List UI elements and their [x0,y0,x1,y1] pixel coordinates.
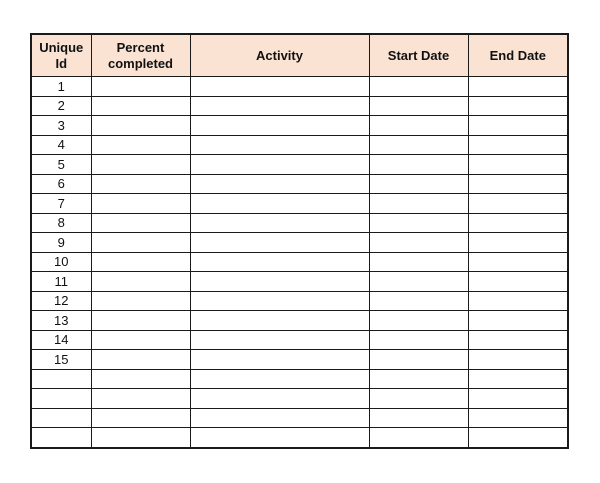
unique-id-cell[interactable] [31,369,91,389]
header-activity: Activity [190,34,369,77]
header-start-date: Start Date [369,34,468,77]
table-row [31,369,568,389]
activity-cell[interactable] [190,135,369,155]
start-date-cell[interactable] [369,389,468,409]
percent-completed-cell[interactable] [91,408,190,428]
end-date-cell[interactable] [468,272,568,292]
table-body [31,77,568,448]
activity-cell[interactable] [190,311,369,331]
activity-cell[interactable] [190,77,369,97]
table-row [31,116,568,136]
table-row [31,96,568,116]
activity-cell[interactable] [190,116,369,136]
activity-cell[interactable] [190,194,369,214]
unique-id-cell[interactable]: 3 [31,116,91,136]
start-date-cell[interactable] [369,350,468,370]
table-row [31,155,568,175]
activity-cell[interactable] [190,369,369,389]
unique-id-cell[interactable]: 1 [31,77,91,97]
percent-completed-cell[interactable] [91,350,190,370]
table-row [31,233,568,253]
unique-id-cell[interactable]: 14 [31,330,91,350]
end-date-cell[interactable] [468,155,568,175]
end-date-cell[interactable] [468,330,568,350]
end-date-cell[interactable] [468,291,568,311]
table-row [31,174,568,194]
unique-id-cell[interactable]: 13 [31,311,91,331]
start-date-cell[interactable] [369,194,468,214]
start-date-cell[interactable] [369,428,468,448]
end-date-cell[interactable] [468,77,568,97]
percent-completed-cell[interactable] [91,330,190,350]
start-date-cell[interactable] [369,155,468,175]
start-date-cell[interactable] [369,116,468,136]
table-row [31,330,568,350]
unique-id-cell[interactable] [31,428,91,448]
activity-cell[interactable] [190,408,369,428]
activity-cell[interactable] [190,272,369,292]
start-date-cell[interactable] [369,291,468,311]
table-row [31,428,568,448]
activity-cell[interactable] [190,428,369,448]
header-row [31,34,568,77]
start-date-cell[interactable] [369,96,468,116]
percent-completed-cell[interactable] [91,272,190,292]
header-end-date: End Date [468,34,568,77]
table-row [31,194,568,214]
end-date-cell[interactable] [468,428,568,448]
percent-completed-cell[interactable] [91,116,190,136]
header-unique-id: Unique Id [31,34,91,77]
activity-cell[interactable] [190,213,369,233]
percent-completed-cell[interactable] [91,252,190,272]
activity-cell[interactable] [190,233,369,253]
table-row [31,389,568,409]
percent-completed-cell[interactable] [91,135,190,155]
end-date-cell[interactable] [468,408,568,428]
table-row [31,272,568,292]
end-date-cell[interactable] [468,350,568,370]
unique-id-cell[interactable] [31,389,91,409]
percent-completed-cell[interactable] [91,233,190,253]
table-row [31,311,568,331]
end-date-cell[interactable] [468,311,568,331]
start-date-cell[interactable] [369,311,468,331]
table-row [31,252,568,272]
activity-cell[interactable] [190,330,369,350]
start-date-cell[interactable] [369,213,468,233]
end-date-cell[interactable] [468,96,568,116]
percent-completed-cell[interactable] [91,155,190,175]
table-row [31,213,568,233]
unique-id-cell[interactable] [31,408,91,428]
activity-cell[interactable] [190,252,369,272]
end-date-cell[interactable] [468,389,568,409]
percent-completed-cell[interactable] [91,77,190,97]
percent-completed-cell[interactable] [91,428,190,448]
percent-completed-cell[interactable] [91,291,190,311]
percent-completed-cell[interactable] [91,194,190,214]
start-date-cell[interactable] [369,135,468,155]
table-row [31,408,568,428]
table-row [31,77,568,97]
unique-id-cell[interactable]: 6 [31,174,91,194]
start-date-cell[interactable] [369,272,468,292]
unique-id-cell[interactable]: 9 [31,233,91,253]
end-date-cell[interactable] [468,252,568,272]
end-date-cell[interactable] [468,135,568,155]
percent-completed-cell[interactable] [91,311,190,331]
activity-cell[interactable] [190,96,369,116]
activity-cell[interactable] [190,389,369,409]
end-date-cell[interactable] [468,116,568,136]
unique-id-cell[interactable]: 10 [31,252,91,272]
activity-cell[interactable] [190,155,369,175]
end-date-cell[interactable] [468,213,568,233]
unique-id-cell[interactable]: 8 [31,213,91,233]
table-row [31,291,568,311]
activity-cell[interactable] [190,174,369,194]
start-date-cell[interactable] [369,233,468,253]
unique-id-cell[interactable]: 2 [31,96,91,116]
end-date-cell[interactable] [468,174,568,194]
start-date-cell[interactable] [369,330,468,350]
unique-id-cell[interactable]: 5 [31,155,91,175]
activity-tracker-table [30,33,569,449]
table-row [31,135,568,155]
end-date-cell[interactable] [468,369,568,389]
end-date-cell[interactable] [468,194,568,214]
unique-id-cell[interactable]: 12 [31,291,91,311]
percent-completed-cell[interactable] [91,213,190,233]
percent-completed-cell[interactable] [91,96,190,116]
start-date-cell[interactable] [369,369,468,389]
activity-cell[interactable] [190,291,369,311]
unique-id-cell[interactable]: 11 [31,272,91,292]
end-date-cell[interactable] [468,233,568,253]
unique-id-cell[interactable]: 4 [31,135,91,155]
start-date-cell[interactable] [369,252,468,272]
percent-completed-cell[interactable] [91,369,190,389]
percent-completed-cell[interactable] [91,174,190,194]
start-date-cell[interactable] [369,408,468,428]
start-date-cell[interactable] [369,174,468,194]
start-date-cell[interactable] [369,77,468,97]
unique-id-cell[interactable]: 7 [31,194,91,214]
unique-id-cell[interactable]: 15 [31,350,91,370]
activity-cell[interactable] [190,350,369,370]
header-percent-completed: Percent completed [91,34,190,77]
table-row [31,350,568,370]
percent-completed-cell[interactable] [91,389,190,409]
